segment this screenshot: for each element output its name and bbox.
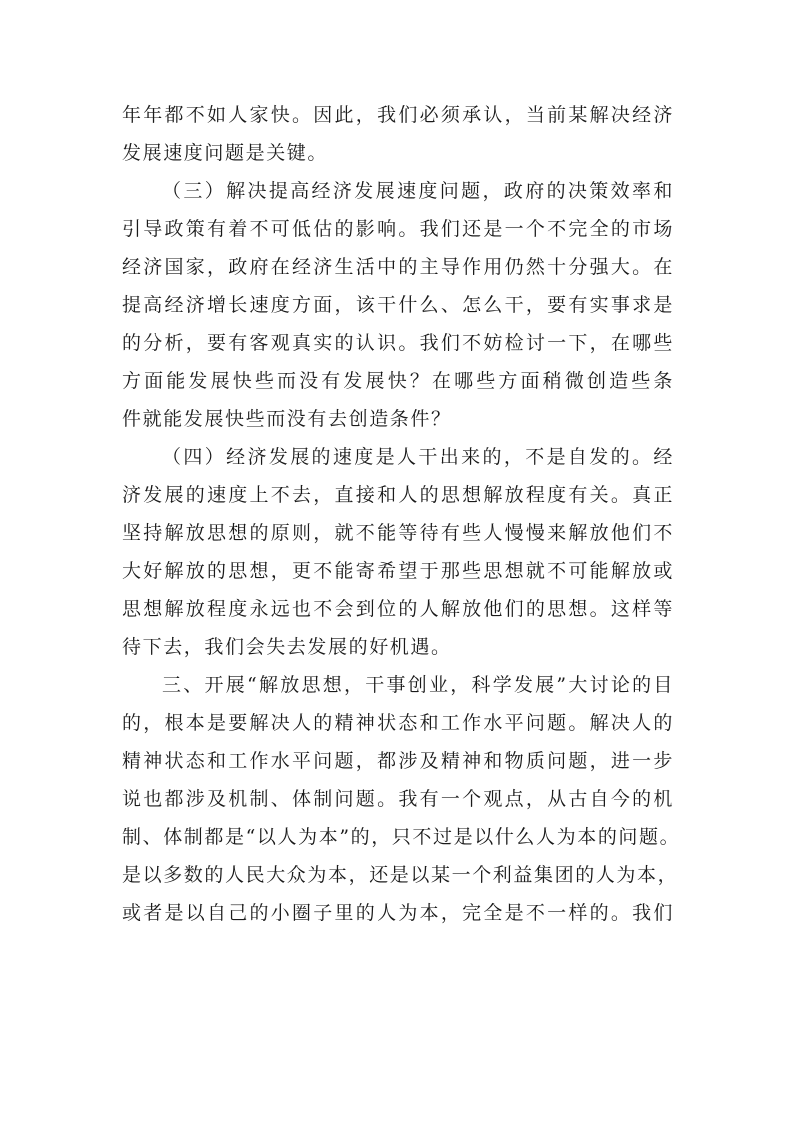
text-line: 经济国家，政府在经济生活中的主导作用仍然十分强大。在 [122,256,674,278]
text-line: 说也都涉及机制、体制问题。我有一个观点，从古自今的机 [122,788,674,810]
text-line: 济发展的速度上不去，直接和人的思想解放程度有关。真正 [122,484,674,506]
text-line: 坚持解放思想的原则，就不能等待有些人慢慢来解放他们不 [122,522,674,544]
text-line: 的分析，要有客观真实的认识。我们不妨检讨一下，在哪些 [122,332,674,354]
paragraph-heading-4: （四）经济发展的速度是人干出来的，不是自发的。经 [162,446,674,468]
text-line: 年年都不如人家快。因此，我们必须承认，当前某解决经济 [122,104,674,126]
text-line: 是以多数的人民大众为本，还是以某一个利益集团的人为本， [122,864,679,886]
text-line: 件就能发展快些而没有去创造条件？ [122,408,452,430]
text-line: 待下去，我们会失去发展的好机遇。 [122,636,452,658]
text-line: 引导政策有着不可低估的影响。我们还是一个不完全的市场 [122,218,674,240]
text-line: 大好解放的思想，更不能寄希望于那些思想就不可能解放或 [122,560,674,582]
text-line: 或者是以自己的小圈子里的人为本，完全是不一样的。我们 [122,902,674,924]
text-line: 提高经济增长速度方面，该干什么、怎么干，要有实事求是 [122,294,674,316]
section-heading-3: 三、开展“解放思想，干事创业，科学发展”大讨论的目 [162,674,674,696]
body-text [122,96,681,932]
text-line: 发展速度问题是关键。 [122,142,329,164]
text-line: 精神状态和工作水平问题，都涉及精神和物质问题，进一步 [122,750,674,772]
text-line: 方面能发展快些而没有发展快？在哪些方面稍微创造些条 [122,370,674,392]
text-line: 制、体制都是“以人为本”的，只不过是以什么人为本的问题。 [122,826,681,848]
text-line: 的，根本是要解决人的精神状态和工作水平问题。解决人的 [122,712,674,734]
paragraph-heading-3: （三）解决提高经济发展速度问题，政府的决策效率和 [162,180,674,202]
text-line: 思想解放程度永远也不会到位的人解放他们的思想。这样等 [122,598,674,620]
